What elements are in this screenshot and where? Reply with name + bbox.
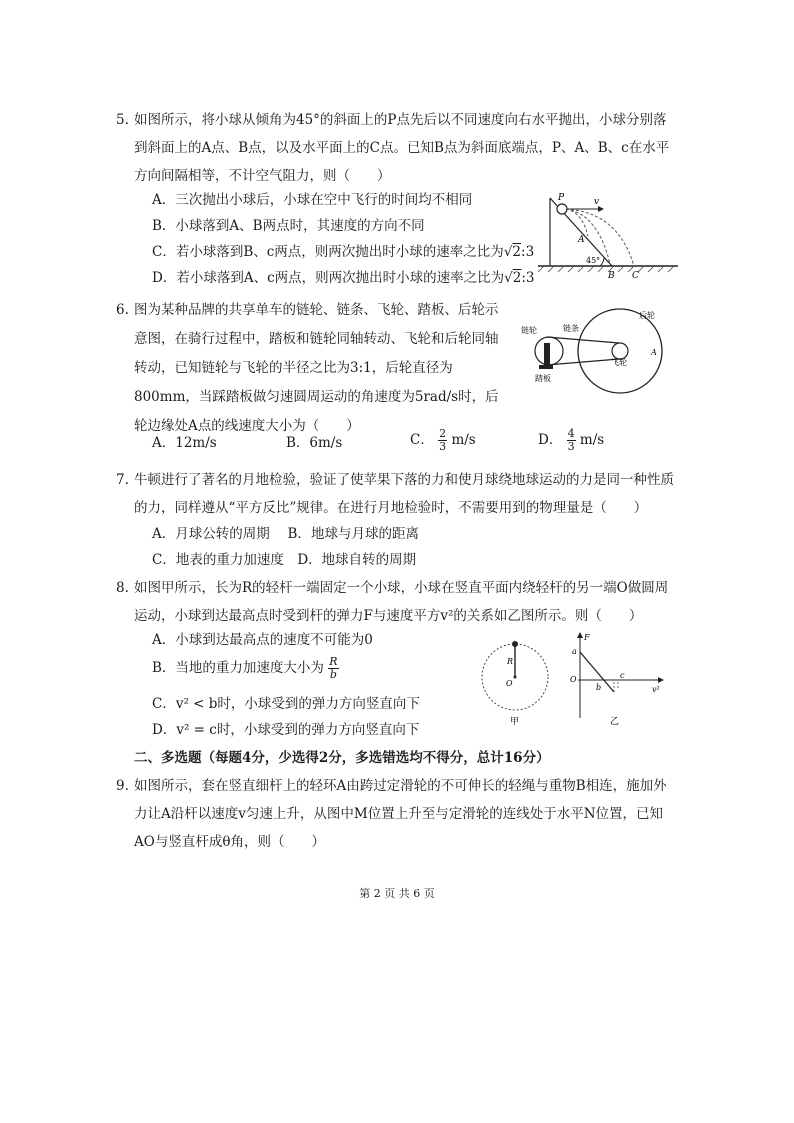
label-f: F <box>584 633 590 642</box>
question-number: 6. <box>116 302 129 318</box>
option-b: B．6m/s <box>286 435 343 451</box>
label-a: A <box>651 348 657 357</box>
option-d: D．若小球落到A、c两点，则两次抛出时小球的速率之比为√2:3 <box>152 270 535 286</box>
question-6 <box>116 296 504 441</box>
question-number: 9. <box>116 778 129 794</box>
options-ab: A．月球公转的周期 B．地球与月球的距离 <box>152 526 419 542</box>
option-c: C．v² < b时，小球受到的弹力方向竖直向下 <box>152 696 420 712</box>
fraction: $\frac{R}{b}$ <box>329 655 338 681</box>
page-footer: 第 2 页 共 6 页 <box>359 887 435 900</box>
label-rear-wheel: 后轮 <box>639 311 655 320</box>
sqrt-value: 2 <box>512 244 522 260</box>
question-stem: 图为某种品牌的共享单车的链轮、链条、飞轮、踏板、后轮示意图，在骑行过程中，踏板和链轮同轴转动、飞轮和后轮同轴转动，已知链轮与飞轮的半径之比为3:1，后轮直径为800mm，当踩踏板做匀速圆周运动的角速度为5rad/s时，后轮边缘处A点的线速度大小为（ ） <box>134 302 499 434</box>
question-7 <box>116 466 674 522</box>
option-d: D． $\frac{4}{3}$ m/s <box>538 427 605 453</box>
label-r: R <box>507 657 514 666</box>
bicycle-drive-figure <box>515 303 665 401</box>
option-a: A．12m/s <box>152 435 217 451</box>
option-a: A．小球到达最高点的速度不可能为0 <box>152 632 373 648</box>
label-p: P <box>558 193 565 203</box>
option-c: C．若小球落到B、c两点，则两次抛出时小球的速率之比为√2:3 <box>152 244 535 260</box>
label-chain: 链条 <box>563 324 579 333</box>
label-pedal: 踏板 <box>535 374 551 383</box>
option-b: B．小球落到A、B两点时，其速度的方向不同 <box>152 218 425 234</box>
label-o: O <box>570 675 577 684</box>
sqrt-value: 2 <box>512 270 522 286</box>
figure-yi <box>566 632 666 726</box>
fraction: $\frac{2}{3}$ <box>439 427 447 453</box>
question-number: 7. <box>116 472 129 488</box>
section-heading: 二、多选题（每题4分，少选得2分，多选错选均不得分，总计16分） <box>134 750 550 766</box>
label-flywheel: 飞轮 <box>611 358 627 367</box>
option-b: B．当地的重力加速度大小为 $\frac{R}{b}$ <box>152 655 338 681</box>
question-5 <box>116 106 674 190</box>
option-c-text: C．若小球落到B、c两点，则两次抛出时小球的速率之比为 <box>152 244 504 260</box>
question-stem: 牛顿进行了著名的月地检验，验证了使苹果下落的力和使月球绕地球运动的力是同一种性质的力，同样遵从“平方反比”规律。在进行月地检验时，不需要用到的物理量是（ ） <box>134 472 674 516</box>
question-number: 8. <box>116 580 129 596</box>
question-stem: 如图所示，套在竖直细杆上的轻环A由跨过定滑轮的不可伸长的轻绳与重物B相连，施加外力让A沿杆以速度v匀速上升，从图中M位置上升至与定滑轮的连线处于水平N位置，已知AO与竖直杆成θ角，则（ ） <box>134 778 667 850</box>
fraction: $\frac{4}{3}$ <box>567 427 575 453</box>
label-a: A <box>578 235 585 245</box>
question-9 <box>116 772 674 856</box>
question-number: 5. <box>116 112 129 128</box>
label-c: C <box>632 271 639 280</box>
option-d: D．v² = c时，小球受到的弹力方向竖直向下 <box>152 722 420 738</box>
question-stem: 如图甲所示，长为R的轻杆一端固定一个小球，小球在竖直平面内绕轻杆的另一端O做圆周运动，小球到达最高点时受到杆的弹力F与速度平方v²的关系如乙图所示。则（ ） <box>134 580 669 624</box>
label-chainring: 链轮 <box>521 326 537 335</box>
label-a: a <box>572 647 577 656</box>
label-b: b <box>596 683 602 692</box>
label-jia: 甲 <box>510 717 520 726</box>
option-d-ratio: :3 <box>521 270 535 286</box>
label-c: c <box>620 671 625 680</box>
option-c: C． $\frac{2}{3}$ m/s <box>410 427 476 453</box>
question-stem: 如图所示，将小球从倾角为45°的斜面上的P点先后以不同速度向右水平抛出，小球分别落到斜面上的A点、B点，以及水平面上的C点。已知B点为斜面底端点，P、A、B、c在水平方向间隔相等，不计空气阻力，则（ ） <box>134 112 670 184</box>
label-angle: 45° <box>586 256 601 265</box>
label-o: O <box>506 679 513 688</box>
option-c-ratio: :3 <box>521 244 535 260</box>
label-v: v <box>594 197 600 207</box>
label-yi: 乙 <box>610 717 620 726</box>
options-cd: C．地表的重力加速度 D．地球自转的周期 <box>152 552 417 568</box>
option-d-text: D．若小球落到A、c两点，则两次抛出时小球的速率之比为 <box>152 270 505 286</box>
figure-jia <box>478 632 558 726</box>
label-b: B <box>608 271 615 280</box>
incline-figure <box>530 190 680 280</box>
label-v2: v² <box>652 685 660 694</box>
question-8 <box>116 574 674 630</box>
option-a: A．三次抛出小球后，小球在空中飞行的时间均不相同 <box>152 192 473 208</box>
